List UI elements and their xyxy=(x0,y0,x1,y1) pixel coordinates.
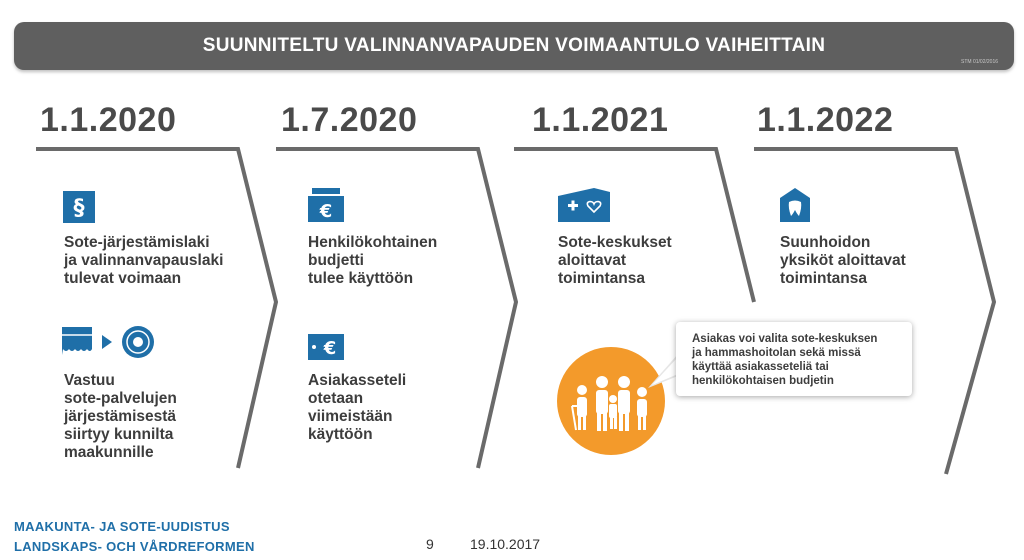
footer-date: 19.10.2017 xyxy=(470,536,541,552)
banner-title: SUUNNITELTU VALINNANVAPAUDEN VOIMAANTULO VAIHEITTAIN xyxy=(202,35,826,56)
phase2-item1-text: Henkilökohtainen budjetti tulee käyttöön xyxy=(308,234,438,287)
paragraph-icon xyxy=(63,191,95,223)
phase-date-2: 1.7.2020 xyxy=(281,101,418,139)
health-center-icon xyxy=(558,188,610,222)
phase1-item1-text: Sote-järjestämislaki ja valinnanvapauslaki tulevat voimaan xyxy=(64,234,224,287)
phase2-item2-text: Asiakasseteli otetaan viimeistään käyttöön xyxy=(308,372,407,443)
page-number: 9 xyxy=(426,536,434,552)
tooth-icon xyxy=(780,188,810,222)
phase4-item1-text: Suunhoidon yksiköt aloittavat toimintansa xyxy=(780,234,906,287)
svg-text:€: € xyxy=(319,201,333,222)
phase3-item1-text: Sote-keskukset aloittavat toimintansa xyxy=(558,234,672,287)
phase1-item2-text: Vastuu sote-palvelujen järjestämisestä siirtyy kunnilta maakunnille xyxy=(64,372,177,461)
phase-date-1: 1.1.2020 xyxy=(40,101,177,139)
banner-code: STM 01/02/2016 xyxy=(961,59,998,65)
callout-tail xyxy=(648,352,678,392)
phase-date-3: 1.1.2021 xyxy=(532,101,669,139)
transfer-icon xyxy=(62,325,156,359)
euro-wallet-icon xyxy=(308,188,344,222)
euro-voucher-icon xyxy=(308,334,344,360)
choice-callout: Asiakas voi valita sote-keskuksen ja hammashoitolan sekä missä käyttää asiakasseteliä tai henkilökohtaisen budjetin xyxy=(676,322,912,396)
svg-text:€: € xyxy=(323,338,337,359)
phase-date-4: 1.1.2022 xyxy=(757,101,894,139)
footer-organization: MAAKUNTA- JA SOTE-UUDISTUS LANDSKAPS- OCH VÅRDREFORMEN xyxy=(14,519,255,554)
svg-text:§: § xyxy=(73,196,85,221)
